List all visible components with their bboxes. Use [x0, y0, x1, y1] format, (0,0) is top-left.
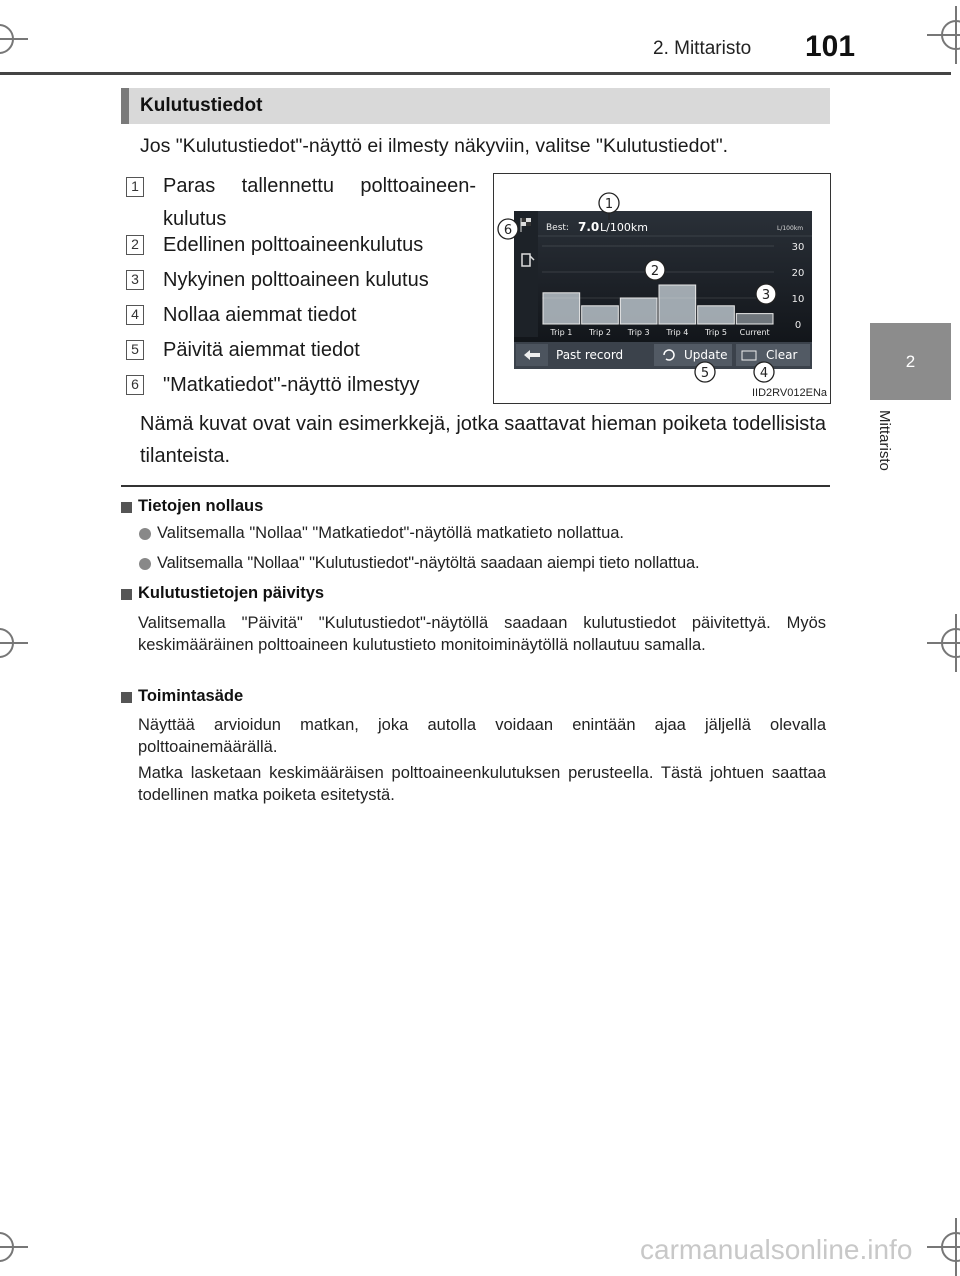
callout-6 [498, 219, 518, 239]
section-title-accent [121, 88, 129, 124]
subsection-title: Tietojen nollaus [138, 497, 264, 515]
square-bullet-icon [121, 692, 132, 703]
subsection-bullet: Valitsemalla "Nollaa" "Matkatiedot"-näytöllä matkatieto nollattua. [157, 524, 625, 542]
chart-bar [543, 293, 580, 324]
chapter-tab [870, 323, 951, 400]
best-label: Best: [546, 223, 569, 233]
round-bullet-icon [139, 558, 151, 570]
callout-number: 4 [759, 366, 769, 381]
past-record-button: Past record [556, 348, 624, 362]
crop-mark-top-right [941, 20, 960, 50]
chapter-number: 2 [905, 351, 916, 371]
x-category-label: Trip 1 [550, 328, 573, 337]
chapter-label-container [868, 410, 908, 520]
figure-caption: IID2RV012ENa [752, 387, 828, 399]
watermark: carmanualsonline.info [640, 1234, 913, 1265]
crop-mark-bottom-right [941, 1232, 960, 1262]
subsection-title: Toimintasäde [138, 687, 244, 705]
clear-label: Clear [766, 348, 798, 362]
square-bullet-icon [121, 502, 132, 513]
item-number-badge: 2 [126, 235, 144, 255]
callout-number: 5 [700, 366, 710, 381]
x-category-label: Trip 3 [627, 328, 650, 337]
page-number: 101 [805, 30, 856, 63]
chart-bar [698, 306, 735, 324]
best-value: 7.0 [578, 220, 600, 234]
y-tick-label: 10 [791, 294, 805, 305]
subsection-bullet: Valitsemalla "Nollaa" "Kulutustiedot"-näytöltä saadaan aiempi tieto nollattua. [157, 554, 700, 572]
callout-number: 1 [604, 197, 614, 212]
y-tick-label: 0 [794, 320, 802, 331]
item-text: Nykyinen polttoaineen kulutus [163, 269, 429, 291]
callout-number: 2 [650, 264, 660, 279]
update-label: Update [684, 348, 728, 362]
item-text: Nollaa aiemmat tiedot [163, 304, 357, 326]
x-category-label: Trip 5 [705, 328, 727, 337]
section-note: Nämä kuvat ovat vain esimerkkejä, jotka saattavat hieman poiketa todellisista tilanteista. [140, 413, 826, 467]
item-text: Paras tallennettu polttoaineen-kulutus [163, 175, 476, 230]
item-number-badge: 4 [126, 305, 144, 325]
item-number-badge: 5 [126, 340, 144, 360]
chart-bar [582, 306, 619, 324]
header-rule [0, 72, 951, 75]
item-number-badge: 3 [126, 270, 144, 290]
callout-2 [645, 260, 665, 280]
callout-5 [695, 362, 715, 382]
chapter-label: Mittaristo [876, 410, 893, 471]
section-divider [121, 485, 830, 487]
callout-number: 3 [761, 288, 771, 303]
crop-mark-bottom-left [0, 1232, 14, 1262]
subsection-text: Näyttää arvioidun matkan, joka autolla voidaan enintään ajaa jäljellä olevalla polttoainemäärällä. [138, 716, 826, 756]
crop-mark-mid-left [0, 628, 14, 658]
y-tick-label: 20 [791, 268, 805, 279]
crop-mark-top-left [0, 24, 14, 54]
chart-bar [620, 298, 657, 324]
square-bullet-icon [121, 589, 132, 600]
y-tick-label: 30 [791, 242, 805, 253]
item-text: "Matkatiedot"-näyttö ilmestyy [163, 374, 420, 396]
item-text: Päivitä aiemmat tiedot [163, 339, 360, 361]
callout-4 [754, 362, 774, 382]
header-section-title: 2. Mittaristo [653, 38, 752, 59]
callout-number: 6 [503, 223, 513, 238]
subsection-title: Kulutustietojen päivitys [138, 584, 325, 602]
subsection-text: Matka lasketaan keskimääräisen polttoaineenkulutuksen perusteella. Tästä johtuen saattaa todellinen matka poiketa esitetystä. [138, 764, 826, 804]
crop-mark-mid-right [941, 628, 960, 658]
item-number-badge: 1 [126, 177, 144, 197]
chart-bar [659, 285, 696, 324]
x-category-label: Current [739, 328, 770, 337]
callout-3 [756, 284, 776, 304]
unit-label: L/100km [777, 225, 804, 232]
chart-bar [736, 314, 773, 324]
x-category-label: Trip 2 [589, 328, 611, 337]
consumption-screen-figure [493, 173, 831, 404]
subsection-text: Valitsemalla "Päivitä" "Kulutustiedot"-näytöllä saadaan kulutustiedot päivitettyä. Myös keskimääräinen polttoaineen kulutustieto monitoiminäytöllä nollautuu samalla. [138, 614, 826, 654]
screen-illustration [494, 174, 829, 402]
x-category-label: Trip 4 [666, 328, 689, 337]
section-title: Kulutustiedot [140, 95, 263, 116]
section-intro: Jos "Kulutustiedot"-näyttö ei ilmesty näkyviin, valitse "Kulutustiedot". [140, 135, 729, 157]
item-number-badge: 6 [126, 375, 144, 395]
item-text: Edellinen polttoaineenkulutus [163, 234, 424, 256]
best-unit: L/100km [600, 221, 648, 234]
round-bullet-icon [139, 528, 151, 540]
